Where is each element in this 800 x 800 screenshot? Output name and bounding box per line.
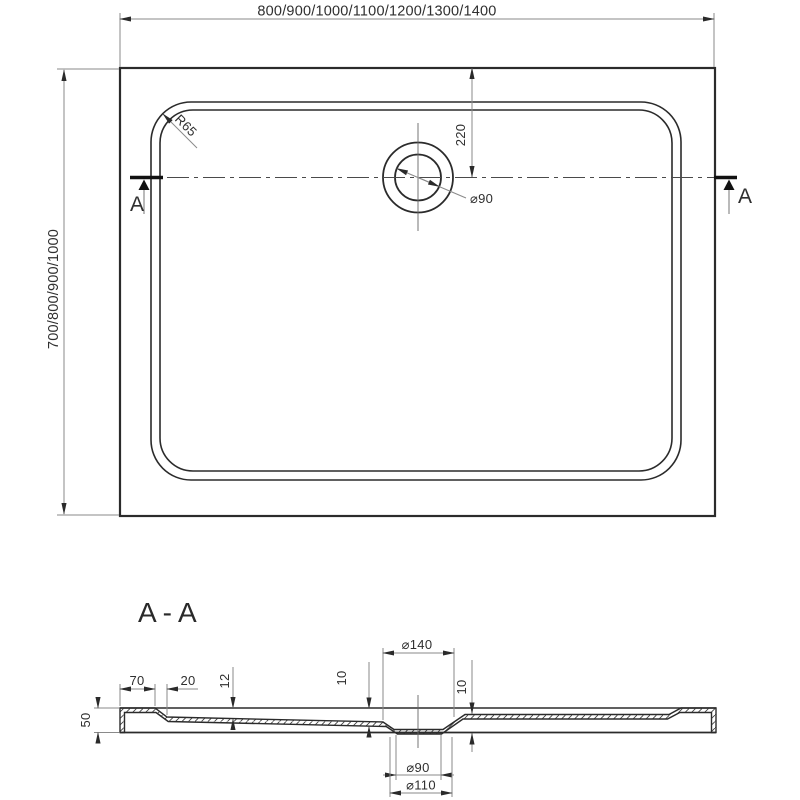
- section-title: A-A: [138, 597, 203, 628]
- hole-diameter-dimension: [383, 735, 454, 780]
- floor-left-label: 10: [334, 670, 349, 686]
- depth-dimension-label: 700/800/900/1000: [46, 228, 62, 350]
- section-view: [78, 597, 716, 797]
- tray-inner-rim-outer: [151, 102, 681, 480]
- total-height-dimension: [78, 698, 119, 743]
- floor-right-label: 10: [454, 679, 469, 695]
- width-dimension-label: 800/900/1000/1100/1200/1300/1400: [257, 3, 497, 20]
- rim-width-dimension: [120, 673, 155, 706]
- rim-width-label: 70: [129, 673, 145, 688]
- hole-diameter-label: ⌀90: [406, 760, 430, 775]
- depth-dimension: [46, 69, 119, 515]
- section-marker-right-label: A: [737, 185, 753, 208]
- corner-radius-callout: [163, 111, 200, 148]
- floor-right-dimension: [454, 660, 472, 752]
- width-dimension: [120, 4, 714, 68]
- section-marker-left: [130, 178, 163, 217]
- tray-outer-edge: [120, 68, 715, 516]
- top-view: [46, 4, 752, 517]
- corner-radius-label: R65: [172, 111, 201, 140]
- inner-depth-label: 12: [217, 673, 232, 689]
- section-arrow-up-icon: [139, 180, 150, 191]
- step-width-label: 20: [180, 673, 196, 688]
- tray-inner-rim-inner: [160, 110, 672, 471]
- drain-offset-dimension: [453, 68, 472, 177]
- flange-diameter-label: ⌀110: [406, 777, 436, 793]
- total-height-label: 50: [78, 712, 93, 728]
- drain-diameter-label: ⌀90: [470, 191, 494, 206]
- recess-diameter-label: ⌀140: [401, 637, 433, 652]
- section-marker-right: [714, 178, 752, 215]
- section-marker-left-label: A: [129, 193, 145, 216]
- section-arrow-up-icon: [724, 180, 735, 191]
- drain-offset-label: 220: [453, 123, 468, 147]
